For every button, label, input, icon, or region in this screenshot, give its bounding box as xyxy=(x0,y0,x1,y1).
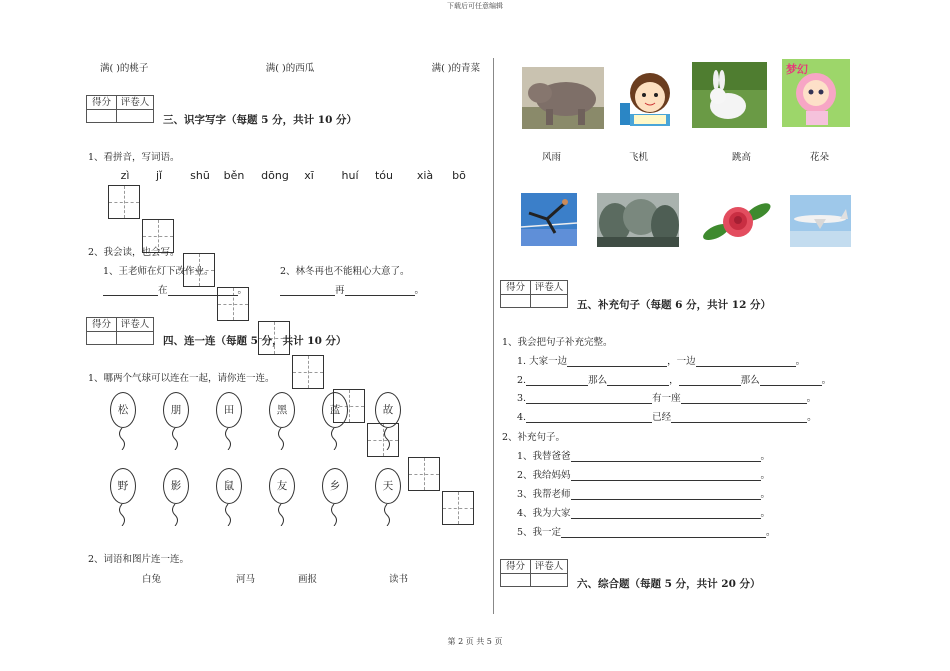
answer-blank[interactable] xyxy=(607,375,669,386)
balloon-character: 朋 xyxy=(163,392,189,428)
writing-grid-cell[interactable] xyxy=(292,355,324,389)
line-text: 那么 xyxy=(588,375,608,386)
answer-blank[interactable] xyxy=(168,285,238,296)
question: 1、哪两个气球可以连在一起，请你连一连。 xyxy=(88,373,275,384)
balloon-string xyxy=(216,504,240,526)
answer-blank[interactable] xyxy=(671,412,807,423)
column-divider xyxy=(493,58,494,614)
balloon[interactable] xyxy=(269,392,295,453)
balloon[interactable] xyxy=(163,468,189,529)
balloon-character: 蓝 xyxy=(322,392,348,428)
pinyin-syllable: jǐ xyxy=(155,169,163,182)
balloon-string xyxy=(269,504,293,526)
question: 2、补充句子。 xyxy=(502,432,566,443)
sentence-end: 。 xyxy=(760,451,771,462)
sentence-start: 4、我为大家 xyxy=(517,508,571,519)
pinyin-syllable: bō xyxy=(452,169,466,182)
fill-line: 4. 已经 。 xyxy=(517,412,817,423)
answer-blank[interactable] xyxy=(681,393,807,404)
word-label: 白兔 xyxy=(142,574,162,585)
girl-reading-cartoon xyxy=(616,67,680,129)
balloon-string xyxy=(269,428,293,450)
score-label: 得分 xyxy=(87,318,116,332)
answer-blank[interactable] xyxy=(696,356,796,367)
balloon-character: 鼠 xyxy=(216,468,242,504)
line-text: 已经 xyxy=(652,412,672,423)
writing-grid-cell[interactable] xyxy=(108,185,140,219)
word-label: 画报 xyxy=(298,574,318,585)
balloon-character: 友 xyxy=(269,468,295,504)
balloon-string xyxy=(322,504,346,526)
section-title: 四、连一连（每题 5 分，共计 10 分） xyxy=(163,335,347,347)
pinyin-syllable: huí xyxy=(341,169,359,182)
answer-blank[interactable] xyxy=(103,285,158,296)
balloon-string xyxy=(216,428,240,450)
balloon[interactable] xyxy=(322,468,348,529)
writing-grid-cell[interactable] xyxy=(408,457,440,491)
balloon-character: 天 xyxy=(375,468,401,504)
answer-blank[interactable] xyxy=(280,285,335,296)
page-header: 下载后可任意编辑 xyxy=(447,2,503,10)
page-footer: 第 2 页 共 5 页 xyxy=(447,637,503,646)
balloon[interactable] xyxy=(322,392,348,453)
fill-item: 满( )的桃子 xyxy=(100,63,149,74)
section-title: 六、综合题（每题 5 分，共计 20 分） xyxy=(577,578,761,590)
balloon-string xyxy=(322,428,346,450)
fill-line: 再 。 xyxy=(280,282,424,296)
score-label: 得分 xyxy=(501,281,530,295)
section-title: 三、识字写字（每题 5 分，共计 10 分） xyxy=(163,114,358,126)
pinyin-syllable: zì xyxy=(120,169,130,182)
answer-blank[interactable] xyxy=(345,285,415,296)
answer-blank[interactable] xyxy=(571,451,761,462)
line-text: ， xyxy=(669,375,679,386)
fill-sentence xyxy=(517,486,770,500)
balloon-string xyxy=(163,428,187,450)
pinyin-syllable: dōng xyxy=(261,169,289,182)
line-text: 有一座 xyxy=(652,393,681,404)
section-title: 五、补充句子（每题 6 分，共计 12 分） xyxy=(577,299,772,311)
magazine-title-text: 梦幻 xyxy=(786,63,808,76)
balloon[interactable] xyxy=(269,468,295,529)
fill-sentence xyxy=(517,505,770,519)
sentence-end: 。 xyxy=(760,508,771,519)
fill-line: 3. 有一座 。 xyxy=(517,393,817,404)
question: 2、我会读，也会写。 xyxy=(88,247,180,258)
line-text: 1. 大家一边 xyxy=(517,356,568,367)
question: 2、词语和图片连一连。 xyxy=(88,554,190,565)
pinyin-syllable: xī xyxy=(304,169,314,182)
fill-line: 1. 大家一边 ，一边 。 xyxy=(517,356,806,367)
airplane-photo xyxy=(790,195,851,247)
balloon[interactable] xyxy=(375,392,401,453)
question: 1、看拼音，写词语。 xyxy=(88,152,180,163)
answer-blank[interactable] xyxy=(571,489,761,500)
sentence-end: 。 xyxy=(760,489,771,500)
fill-item: 满( )的西瓜 xyxy=(265,63,315,74)
line-text: 3. xyxy=(517,393,527,404)
balloon-character: 松 xyxy=(110,392,136,428)
pinyin-syllable: běn xyxy=(223,169,245,182)
picture-label: 飞机 xyxy=(629,152,649,163)
sentence: 1、王老师在灯下改作业。 xyxy=(103,266,214,277)
sentence-start: 5、我一定 xyxy=(517,527,562,538)
reviewer-label: 评卷人 xyxy=(531,560,567,574)
fill-word: 在 xyxy=(158,285,168,296)
cartoon-magazine-cover xyxy=(782,59,850,127)
top-fill-line xyxy=(100,60,480,74)
balloon-string xyxy=(110,504,134,526)
balloon-character: 故 xyxy=(375,392,401,428)
writing-grid-cell[interactable] xyxy=(442,491,474,525)
pinyin-syllable: xià xyxy=(416,169,434,182)
sentence-start: 1、我替爸爸 xyxy=(517,451,571,462)
answer-blank[interactable] xyxy=(567,356,667,367)
balloon-string xyxy=(163,504,187,526)
fill-line: 2. 那么 ， 那么 。 xyxy=(517,375,832,386)
rainy-forest-photo xyxy=(597,193,679,247)
word-label: 读书 xyxy=(389,574,409,585)
pinyin-syllable: shū xyxy=(190,169,210,182)
answer-blank[interactable] xyxy=(571,508,761,519)
fill-word: 再 xyxy=(335,285,345,296)
balloon[interactable] xyxy=(110,392,136,453)
sentence-start: 3、我帮老师 xyxy=(517,489,571,500)
score-label: 得分 xyxy=(501,560,530,574)
white-rabbit-photo xyxy=(692,62,767,128)
word-label: 河马 xyxy=(236,574,256,585)
rose-photo xyxy=(698,196,778,246)
balloon-character: 田 xyxy=(216,392,242,428)
line-text: 4. xyxy=(517,412,527,423)
fill-sentence xyxy=(517,448,770,462)
line-text: 2. xyxy=(517,375,527,386)
sentence: 2、林冬再也不能粗心大意了。 xyxy=(280,266,410,277)
score-box xyxy=(86,317,154,345)
high-jump-photo xyxy=(521,193,577,246)
question: 1、我会把句子补充完整。 xyxy=(502,337,613,348)
balloon-character: 野 xyxy=(110,468,136,504)
reviewer-label: 评卷人 xyxy=(117,318,153,332)
picture-label: 跳高 xyxy=(732,152,752,163)
sentence-start: 2、我给妈妈 xyxy=(517,470,571,481)
answer-blank[interactable] xyxy=(526,393,652,404)
balloon-character: 乡 xyxy=(322,468,348,504)
fill-sentence xyxy=(517,524,776,538)
picture-label: 风雨 xyxy=(542,152,562,163)
balloon-character: 黑 xyxy=(269,392,295,428)
answer-blank[interactable] xyxy=(526,375,588,386)
score-label: 得分 xyxy=(87,96,116,110)
balloon-string xyxy=(110,428,134,450)
line-text: 那么 xyxy=(740,375,760,386)
balloon[interactable] xyxy=(375,468,401,529)
balloon[interactable] xyxy=(110,468,136,529)
reviewer-label: 评卷人 xyxy=(531,281,567,295)
sentence-end: 。 xyxy=(760,470,771,481)
pinyin-syllable: tóu xyxy=(374,169,393,182)
score-box xyxy=(500,280,568,308)
answer-blank[interactable] xyxy=(561,527,766,538)
fill-item: 满( )的青菜 xyxy=(431,63,480,74)
score-box xyxy=(86,95,154,123)
answer-blank[interactable] xyxy=(760,375,822,386)
reviewer-label: 评卷人 xyxy=(117,96,153,110)
balloon[interactable] xyxy=(216,392,242,453)
answer-blank[interactable] xyxy=(571,470,761,481)
balloon-string xyxy=(375,504,399,526)
score-box xyxy=(500,559,568,587)
fill-sentence xyxy=(517,467,770,481)
fill-line: 在 。 xyxy=(103,282,247,296)
hippo-photo xyxy=(522,67,604,129)
line-text: ，一边 xyxy=(667,356,696,367)
answer-blank[interactable] xyxy=(526,412,652,423)
balloon[interactable] xyxy=(216,468,242,529)
balloon-string xyxy=(375,428,399,450)
picture-label: 花朵 xyxy=(810,152,830,163)
answer-blank[interactable] xyxy=(679,375,741,386)
balloon-character: 影 xyxy=(163,468,189,504)
balloon[interactable] xyxy=(163,392,189,453)
sentence-end: 。 xyxy=(766,527,776,538)
